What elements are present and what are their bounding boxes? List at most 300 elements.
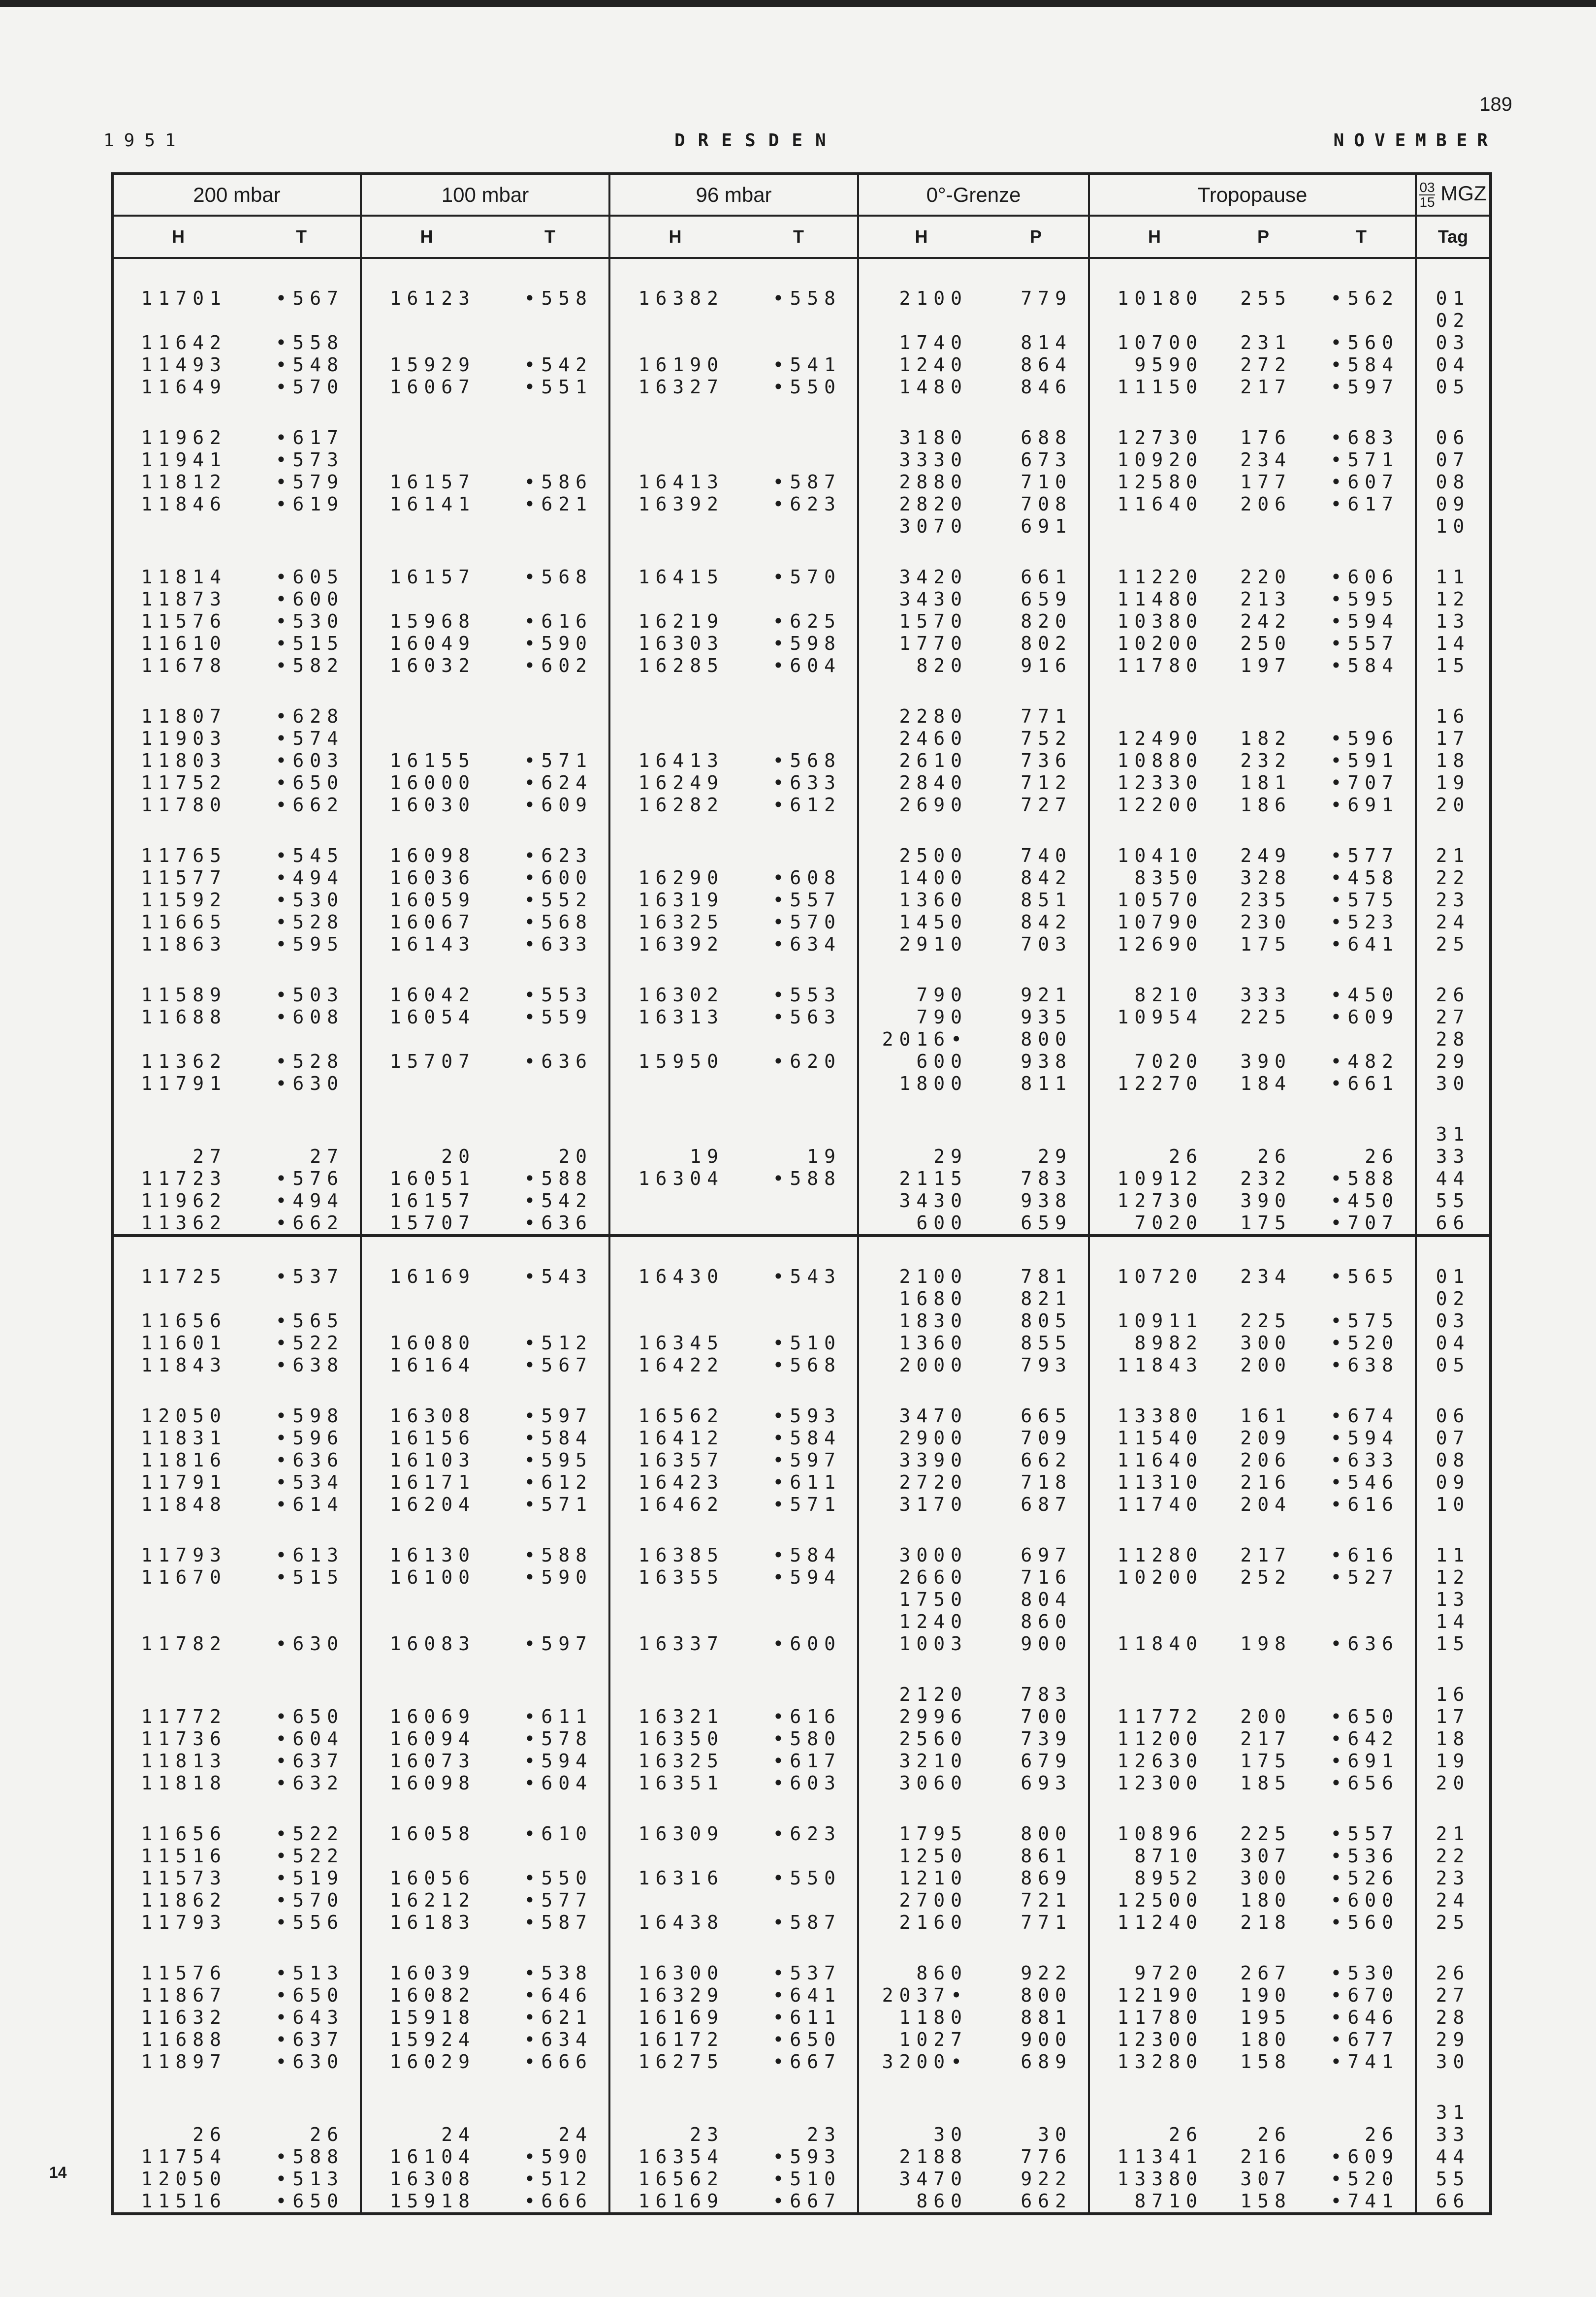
value-cell: 800 — [1021, 1823, 1073, 1845]
value-cell — [609, 1212, 740, 1236]
table-row — [112, 1934, 1491, 1962]
value-cell — [609, 1073, 740, 1095]
tag-cell: 01 — [1416, 287, 1491, 310]
value-cell: •630 — [275, 1633, 344, 1655]
value-cell: 1450 — [858, 911, 984, 933]
value-cell: 218 — [1240, 1912, 1292, 1933]
value-cell — [243, 1376, 361, 1405]
value-cell: 250 — [1240, 633, 1292, 654]
value-cell — [740, 398, 858, 427]
value-cell: 11220 — [1089, 566, 1219, 588]
value-cell — [1219, 398, 1308, 427]
value-cell: 11573 — [141, 1867, 227, 1889]
value-cell — [1308, 1934, 1416, 1962]
value-cell: •536 — [1330, 1845, 1400, 1867]
value-cell: •607 — [1330, 471, 1400, 493]
value-cell: 30 — [1038, 2124, 1073, 2145]
value-cell: 190 — [1240, 1984, 1292, 2006]
value-cell — [361, 1288, 491, 1310]
tag-cell: 31 — [1416, 2102, 1491, 2124]
value-cell: 15707 — [361, 1051, 491, 1073]
value-cell: •621 — [524, 2007, 593, 2028]
value-cell: •550 — [772, 376, 842, 398]
value-cell: •636 — [524, 1051, 593, 1072]
value-cell — [491, 449, 609, 471]
value-cell: •603 — [275, 750, 344, 771]
value-cell: 2120 — [858, 1684, 984, 1706]
value-cell: 10880 — [1089, 750, 1219, 772]
value-cell: 16316 — [609, 1867, 740, 1889]
value-cell — [243, 1611, 361, 1633]
tag-cell — [1416, 1376, 1491, 1405]
value-cell: •560 — [1330, 1912, 1400, 1933]
value-cell: 15707 — [361, 1212, 491, 1236]
value-cell — [361, 449, 491, 471]
value-cell: 16000 — [361, 772, 491, 794]
value-cell — [609, 845, 740, 867]
value-cell — [858, 677, 984, 705]
value-cell: •537 — [772, 1962, 842, 1984]
table-row — [112, 1589, 1491, 1611]
value-cell: 235 — [1240, 889, 1292, 911]
value-cell: 11962 — [141, 427, 227, 448]
value-cell: •571 — [1330, 449, 1400, 471]
value-cell: 11688 — [141, 2029, 227, 2050]
value-cell — [361, 1794, 491, 1823]
value-cell: 16156 — [361, 1427, 491, 1449]
value-cell: 209 — [1240, 1427, 1292, 1449]
footer-number: 14 — [49, 2164, 67, 2181]
value-cell: 821 — [1021, 1288, 1073, 1309]
value-cell: 697 — [1021, 1544, 1073, 1566]
tag-cell: 33 — [1416, 1146, 1491, 1168]
value-cell: 10911 — [1089, 1310, 1219, 1332]
value-cell: 11752 — [141, 772, 227, 794]
value-cell: •526 — [1330, 1867, 1400, 1889]
value-cell — [609, 1845, 740, 1867]
value-cell: 11601 — [141, 1332, 227, 1354]
table-row — [112, 1655, 1491, 1684]
table-row — [112, 1051, 1491, 1073]
value-cell: •632 — [275, 1772, 344, 1794]
value-cell: 8710 — [1089, 2190, 1219, 2214]
value-cell: 11516 — [141, 1845, 227, 1867]
value-cell — [858, 1934, 984, 1962]
value-cell: •548 — [275, 354, 344, 376]
value-cell — [1219, 1794, 1308, 1823]
value-cell: •565 — [275, 1310, 344, 1332]
value-cell — [609, 1889, 740, 1912]
value-cell: 11577 — [141, 867, 227, 889]
value-cell: 16422 — [609, 1354, 740, 1376]
tag-cell: 02 — [1416, 1288, 1491, 1310]
value-cell: •580 — [772, 1728, 842, 1750]
value-cell: •594 — [1330, 1427, 1400, 1449]
value-cell — [361, 310, 491, 332]
value-cell: •574 — [275, 728, 344, 749]
table-row — [112, 1212, 1491, 1236]
value-cell — [361, 2102, 491, 2124]
value-cell: •606 — [1330, 566, 1400, 588]
value-cell: •587 — [772, 471, 842, 493]
value-cell — [1308, 1589, 1416, 1611]
value-cell: 15918 — [361, 2007, 491, 2029]
value-cell: 30 — [858, 2124, 984, 2146]
value-cell: 2188 — [858, 2146, 984, 2168]
value-cell — [740, 1095, 858, 1123]
table-row — [112, 471, 1491, 493]
value-cell — [740, 1684, 858, 1706]
value-cell — [112, 1794, 243, 1823]
table-row — [112, 1912, 1491, 1934]
table-row — [112, 2102, 1491, 2124]
value-cell — [361, 1236, 491, 1266]
table-row — [112, 705, 1491, 728]
value-cell — [609, 538, 740, 566]
value-cell — [740, 2102, 858, 2124]
value-cell — [112, 310, 243, 332]
value-cell: 16423 — [609, 1471, 740, 1494]
table-row — [112, 1471, 1491, 1494]
value-cell: 11740 — [1089, 1494, 1219, 1516]
value-cell — [243, 1095, 361, 1123]
value-cell — [858, 956, 984, 984]
value-cell: •616 — [772, 1706, 842, 1727]
month-label: NOVEMBER — [1333, 130, 1498, 151]
tag-cell: 25 — [1416, 933, 1491, 956]
value-cell: •556 — [275, 1912, 344, 1933]
value-cell: 11843 — [141, 1354, 227, 1376]
value-cell: 11780 — [1089, 655, 1219, 677]
value-cell: •661 — [1330, 1073, 1400, 1094]
value-cell: •543 — [772, 1266, 842, 1287]
value-cell — [361, 816, 491, 845]
value-cell: 11678 — [141, 655, 227, 676]
value-cell: 11280 — [1089, 1544, 1219, 1566]
value-cell: 752 — [1021, 728, 1073, 749]
value-cell — [740, 1376, 858, 1405]
table-row — [112, 1544, 1491, 1566]
value-cell: •553 — [524, 984, 593, 1006]
value-cell — [1219, 1516, 1308, 1544]
value-cell: 783 — [1021, 1168, 1073, 1189]
tag-cell: 01 — [1416, 1266, 1491, 1288]
table-row — [112, 655, 1491, 677]
value-cell — [1089, 677, 1219, 705]
value-cell — [491, 1684, 609, 1706]
value-cell: •450 — [1330, 984, 1400, 1006]
value-cell: 16169 — [609, 2007, 740, 2029]
value-cell: 12330 — [1089, 772, 1219, 794]
value-cell: 19 — [807, 1146, 842, 1167]
value-cell — [243, 1589, 361, 1611]
value-cell — [361, 398, 491, 427]
value-cell: 2100 — [858, 287, 984, 310]
value-cell: 10912 — [1089, 1168, 1219, 1190]
value-cell — [1219, 258, 1308, 287]
value-cell — [243, 538, 361, 566]
value-cell: •593 — [772, 1405, 842, 1427]
value-cell: 16073 — [361, 1750, 491, 1772]
tag-cell — [1416, 1516, 1491, 1544]
value-cell — [491, 1236, 609, 1266]
value-cell: •619 — [275, 493, 344, 515]
value-cell — [112, 1028, 243, 1051]
value-cell: •623 — [772, 493, 842, 515]
value-cell — [609, 515, 740, 538]
value-cell — [609, 2073, 740, 2102]
value-cell — [609, 816, 740, 845]
value-cell — [112, 1376, 243, 1405]
value-cell: •597 — [772, 1449, 842, 1471]
table-row — [112, 1168, 1491, 1190]
table-row — [112, 2124, 1491, 2146]
value-cell: 26 — [192, 2124, 227, 2145]
value-cell: 13380 — [1089, 1405, 1219, 1427]
value-cell — [1219, 1288, 1308, 1310]
value-cell: 3180 — [858, 427, 984, 449]
tag-cell: 03 — [1416, 332, 1491, 354]
value-cell: •545 — [275, 845, 344, 866]
value-cell: 23 — [609, 2124, 740, 2146]
value-cell: •519 — [275, 1867, 344, 1889]
value-cell — [361, 1073, 491, 1095]
value-cell — [112, 1655, 243, 1684]
value-cell — [858, 1794, 984, 1823]
table-row — [112, 493, 1491, 515]
group-96-mbar: 96 mbar — [609, 174, 858, 216]
value-cell: •598 — [772, 633, 842, 654]
value-cell: 600 — [858, 1051, 984, 1073]
tag-cell: 22 — [1416, 867, 1491, 889]
value-cell — [243, 310, 361, 332]
value-cell: 16337 — [609, 1633, 740, 1655]
value-cell: 3330 — [858, 449, 984, 471]
value-cell: 16382 — [609, 287, 740, 310]
value-cell: •603 — [772, 1772, 842, 1794]
value-cell: 11848 — [141, 1494, 227, 1515]
value-cell: 2500 — [858, 845, 984, 867]
value-cell — [1219, 816, 1308, 845]
value-cell: 10700 — [1089, 332, 1219, 354]
value-cell: 2115 — [858, 1168, 984, 1190]
value-cell — [1308, 1611, 1416, 1633]
value-cell: 16157 — [361, 471, 491, 493]
value-cell: 16104 — [361, 2146, 491, 2168]
value-cell — [1308, 1288, 1416, 1310]
table-row — [112, 1236, 1491, 1266]
value-cell: 16036 — [361, 867, 491, 889]
value-cell: 216 — [1240, 2146, 1292, 2168]
value-cell: 8982 — [1089, 1332, 1219, 1354]
value-cell — [984, 1376, 1089, 1405]
value-cell: 855 — [1021, 1332, 1073, 1354]
value-cell: •563 — [772, 1006, 842, 1028]
value-cell — [1308, 2073, 1416, 2102]
value-cell: •616 — [1330, 1544, 1400, 1566]
tag-cell: 30 — [1416, 1073, 1491, 1095]
value-cell: •584 — [772, 1544, 842, 1566]
value-cell — [361, 1611, 491, 1633]
value-cell: 16143 — [361, 933, 491, 956]
table-row — [112, 2168, 1491, 2190]
value-cell: 12300 — [1089, 2029, 1219, 2051]
value-cell: 216 — [1240, 1471, 1292, 1493]
value-cell: 673 — [1021, 449, 1073, 471]
value-cell — [984, 1123, 1089, 1146]
value-cell: 851 — [1021, 889, 1073, 911]
value-cell — [609, 728, 740, 750]
value-cell: 16190 — [609, 354, 740, 376]
value-cell: 252 — [1240, 1566, 1292, 1588]
value-cell: •559 — [524, 1006, 593, 1028]
table-row — [112, 1006, 1491, 1028]
value-cell — [361, 705, 491, 728]
value-cell — [1308, 677, 1416, 705]
value-cell: 10954 — [1089, 1006, 1219, 1028]
value-cell — [491, 1310, 609, 1332]
tag-cell: 28 — [1416, 1028, 1491, 1051]
value-cell: 1250 — [858, 1845, 984, 1867]
value-cell: •558 — [524, 287, 593, 309]
value-cell: 11723 — [141, 1168, 227, 1189]
value-cell — [243, 1934, 361, 1962]
value-cell: 860 — [858, 2190, 984, 2214]
value-cell: 2000 — [858, 1354, 984, 1376]
value-cell: 12050 — [141, 1405, 227, 1427]
value-cell: 10200 — [1089, 633, 1219, 655]
value-cell: 11807 — [141, 705, 227, 727]
value-cell: •612 — [772, 794, 842, 816]
value-cell: •590 — [524, 2146, 593, 2168]
subheader-2: H — [361, 216, 491, 258]
value-cell: 1750 — [858, 1589, 984, 1611]
value-cell: 779 — [1021, 287, 1073, 309]
value-cell: •584 — [524, 1427, 593, 1449]
value-cell: 175 — [1240, 1212, 1292, 1234]
value-cell: 177 — [1240, 471, 1292, 493]
value-cell: 182 — [1240, 728, 1292, 749]
value-cell: 679 — [1021, 1750, 1073, 1772]
value-cell: •522 — [275, 1823, 344, 1845]
value-cell: 3000 — [858, 1544, 984, 1566]
value-cell: •597 — [524, 1405, 593, 1427]
table-row — [112, 1794, 1491, 1823]
table-row — [112, 1427, 1491, 1449]
value-cell — [1219, 1123, 1308, 1146]
value-cell: •522 — [275, 1845, 344, 1867]
tag-cell: 18 — [1416, 750, 1491, 772]
value-cell: 24 — [361, 2124, 491, 2146]
value-cell: 225 — [1240, 1823, 1292, 1845]
value-cell: 13380 — [1089, 2168, 1219, 2190]
value-cell: 3420 — [858, 566, 984, 588]
value-cell — [1219, 1095, 1308, 1123]
value-cell: 16183 — [361, 1912, 491, 1934]
value-cell: 175 — [1240, 933, 1292, 955]
value-cell: •634 — [524, 2029, 593, 2050]
value-cell — [1089, 1794, 1219, 1823]
value-cell: 842 — [1021, 867, 1073, 889]
value-cell: 793 — [1021, 1354, 1073, 1376]
value-cell: 16309 — [609, 1823, 740, 1845]
value-cell: 3430 — [858, 1190, 984, 1212]
value-cell: 771 — [1021, 1912, 1073, 1933]
table-row — [112, 1706, 1491, 1728]
value-cell: 307 — [1240, 2168, 1292, 2190]
value-cell: •595 — [1330, 588, 1400, 610]
value-cell — [112, 1288, 243, 1310]
value-cell — [740, 1212, 858, 1236]
tag-cell — [1416, 1934, 1491, 1962]
tag-cell — [1416, 677, 1491, 705]
value-cell — [1089, 398, 1219, 427]
value-cell: 861 — [1021, 1845, 1073, 1867]
value-cell — [112, 677, 243, 705]
value-cell: •575 — [1330, 889, 1400, 911]
value-cell — [609, 1310, 740, 1332]
table-row — [112, 1845, 1491, 1867]
value-cell: 16308 — [361, 2168, 491, 2190]
value-cell: •623 — [772, 1823, 842, 1845]
value-cell — [1089, 1934, 1219, 1962]
value-cell: 11903 — [141, 728, 227, 749]
tag-cell: 26 — [1416, 1962, 1491, 1984]
value-cell — [984, 1095, 1089, 1123]
value-cell: 820 — [858, 655, 984, 677]
value-cell — [491, 816, 609, 845]
value-cell: 7020 — [1089, 1212, 1219, 1236]
value-cell: •527 — [1330, 1566, 1400, 1588]
tag-cell: 55 — [1416, 2168, 1491, 2190]
value-cell: 16049 — [361, 633, 491, 655]
value-cell: 16067 — [361, 376, 491, 398]
group-zero-grenze: 0°-Grenze — [858, 174, 1089, 216]
value-cell: 2100 — [858, 1266, 984, 1288]
value-cell: 200 — [1240, 1354, 1292, 1376]
value-cell: •528 — [275, 1051, 344, 1072]
value-cell: •528 — [275, 911, 344, 933]
value-cell: 1680 — [858, 1288, 984, 1310]
value-cell — [112, 538, 243, 566]
value-cell: •570 — [275, 1889, 344, 1911]
value-cell: •578 — [524, 1728, 593, 1750]
value-cell: 16385 — [609, 1544, 740, 1566]
value-cell — [491, 310, 609, 332]
value-cell — [740, 449, 858, 471]
value-cell — [243, 515, 361, 538]
value-cell: 16345 — [609, 1332, 740, 1354]
value-cell: 8210 — [1089, 984, 1219, 1006]
value-cell: 16438 — [609, 1912, 740, 1934]
value-cell: 16169 — [361, 1266, 491, 1288]
value-cell: •650 — [275, 2190, 344, 2212]
value-cell — [491, 427, 609, 449]
value-cell: 186 — [1240, 794, 1292, 816]
value-cell: 11791 — [141, 1073, 227, 1094]
value-cell: 333 — [1240, 984, 1292, 1006]
tag-cell: 18 — [1416, 1728, 1491, 1750]
value-cell: •630 — [275, 2051, 344, 2073]
value-cell: 11813 — [141, 1750, 227, 1772]
value-cell: 703 — [1021, 933, 1073, 955]
table-row — [112, 2146, 1491, 2168]
value-cell: •553 — [772, 984, 842, 1006]
value-cell: •643 — [275, 2007, 344, 2028]
value-cell: 16351 — [609, 1772, 740, 1794]
value-cell: 3390 — [858, 1449, 984, 1471]
value-cell — [1089, 2073, 1219, 2102]
